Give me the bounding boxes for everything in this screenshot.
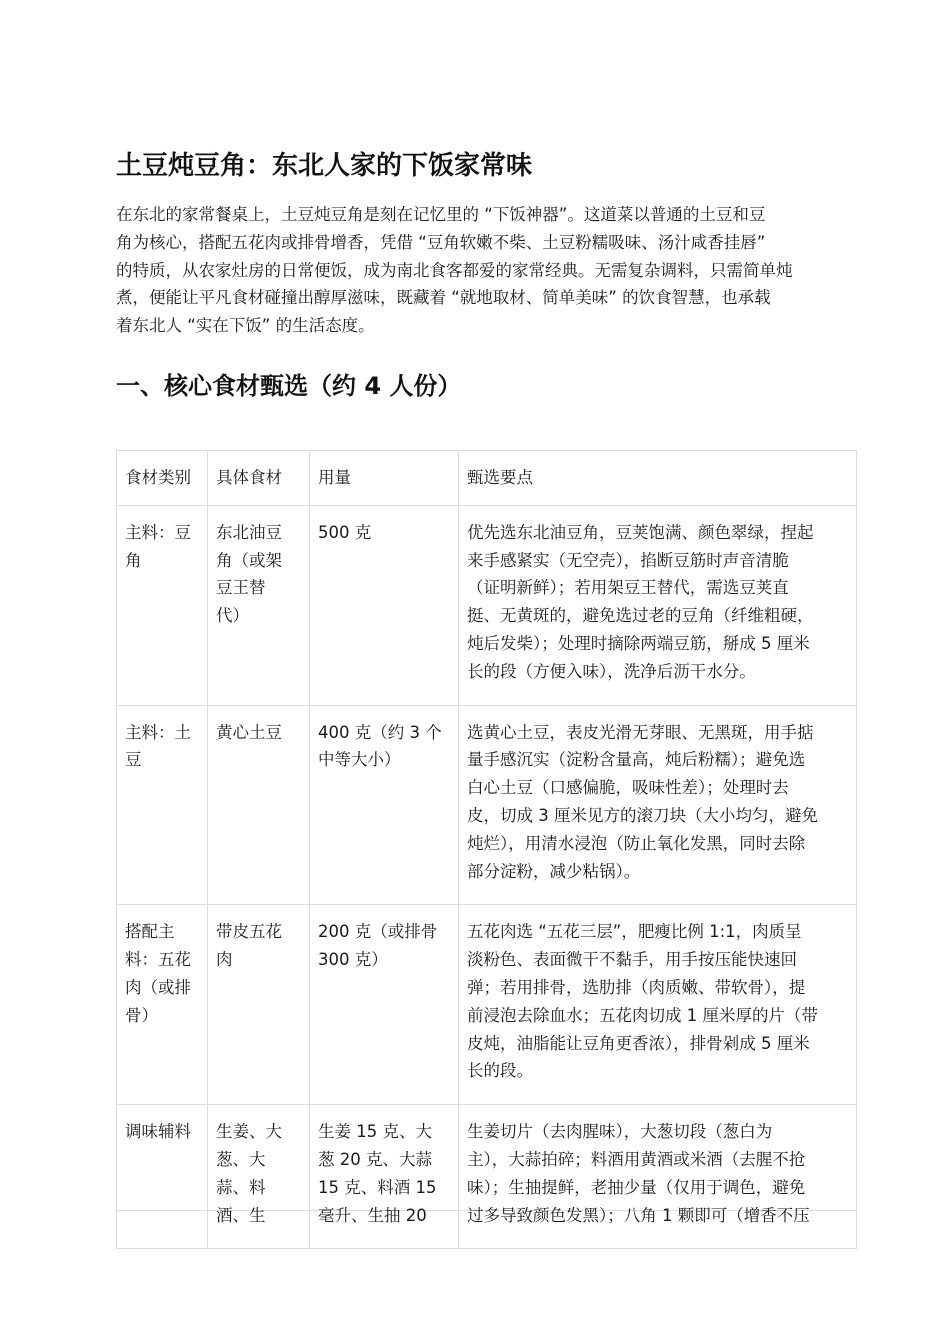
cell-line: 量手感沉实（淀粉含量高，炖后粉糯）；避免选 [467, 750, 806, 770]
cell-category [117, 705, 208, 905]
cell-line: 蒜、料 [216, 1177, 266, 1197]
header-cell-category: 食材类别 [117, 451, 208, 506]
cell-line: 挺、无黄斑的，避免选过老的豆角（纤维粗硬， [467, 606, 814, 626]
cell-line: 200 克（或排骨 [318, 922, 438, 942]
cell-line: 东北油豆 [216, 522, 282, 542]
intro-line: 着东北人 “实在下饭” 的生活态度。 [116, 316, 375, 336]
cell-line: 炖后发柴）；处理时摘除两端豆筋，掰成 5 厘米 [467, 633, 810, 653]
cell-amount [310, 705, 459, 905]
cell-line: 皮炖，油脂能让豆角更香浓），排骨剁成 5 厘米 [467, 1033, 810, 1053]
table-row [117, 505, 857, 705]
header-cell-ingredient: 具体食材 [208, 451, 310, 506]
cell-notes [459, 905, 857, 1105]
header-cell-notes: 甄选要点 [459, 451, 857, 506]
cell-category [117, 1105, 208, 1249]
cell-line: 葱 20 克、大蒜 [318, 1149, 432, 1169]
intro-line: 的特质，从农家灶房的日常便饭，成为南北食客都爱的家常经典。无需复杂调料，只需简单炖 [116, 260, 793, 280]
cell-line: 300 克） [318, 950, 388, 970]
cell-line: 主），大蒜拍碎；料酒用黄酒或米酒（去腥不抢 [467, 1149, 806, 1169]
cell-line: 葱、大 [216, 1149, 266, 1169]
cell-line: 豆王替 [216, 578, 266, 598]
cell-line: 长的段（方便入味），洗净后沥干水分。 [467, 661, 756, 681]
cell-line: 料：五花 [125, 950, 191, 970]
cell-notes [459, 705, 857, 905]
intro-line: 角为核心，搭配五花肉或排骨增香，凭借 “豆角软嫩不柴、土豆粉糯吸味、汤汁咸香挂唇” [116, 232, 766, 252]
cell-notes [459, 1105, 857, 1249]
cell-line: 调味辅料 [125, 1122, 191, 1142]
cell-category [117, 905, 208, 1105]
cell-line: 来手感紧实（无空壳），掐断豆筋时声音清脆 [467, 550, 789, 570]
intro-line: 在东北的家常餐桌上，土豆炖豆角是刻在记忆里的 “下饭神器”。这道菜以普通的土豆和豆 [116, 205, 766, 224]
cell-line: 皮，切成 3 厘米见方的滚刀块（大小均匀，避免 [467, 805, 818, 825]
intro-paragraph [116, 201, 856, 340]
cell-line: 角 [125, 550, 142, 570]
table-row [117, 905, 857, 1105]
cell-line: 前浸泡去除血水；五花肉切成 1 厘米厚的片（带 [467, 1005, 818, 1025]
cell-line: 酒、生 [216, 1205, 266, 1225]
table-row [117, 1105, 857, 1249]
cell-line: 15 克、料酒 15 [318, 1177, 437, 1197]
cell-line: 优先选东北油豆角，豆荚饱满、颜色翠绿，捏起 [467, 522, 814, 542]
cell-amount [310, 905, 459, 1105]
cell-line: 带皮五花 [216, 922, 282, 942]
table-row [117, 705, 857, 905]
ingredients-table [116, 450, 857, 1249]
cell-amount [310, 1105, 459, 1249]
cell-line: 生姜、大 [216, 1122, 282, 1142]
cell-category [117, 505, 208, 705]
cell-line: 五花肉选 “五花三层”，肥瘦比例 1:1，肉质呈 [467, 922, 802, 942]
cell-line: 黄心土豆 [216, 722, 282, 742]
cell-line: 中等大小） [318, 750, 401, 770]
cell-line: 毫升、生抽 20 [318, 1205, 427, 1225]
header-cell-amount: 用量 [310, 451, 459, 506]
cell-line: （证明新鲜）；若用架豆王替代，需选豆荚直 [467, 578, 789, 598]
cell-line: 弹；若用排骨，选肋排（肉质嫩、带软骨），提 [467, 977, 806, 997]
cell-line: 生姜 15 克、大 [318, 1122, 432, 1142]
cell-ingredient [208, 505, 310, 705]
cell-ingredient [208, 705, 310, 905]
section-title-ingredients: 一、核心食材甄选（约 4 人份） [116, 372, 462, 400]
cell-ingredient [208, 905, 310, 1105]
cell-line: 长的段。 [467, 1061, 533, 1081]
cell-line: 500 克 [318, 522, 372, 542]
cell-line: 主料：土 [125, 722, 191, 742]
cell-line: 淡粉色、表面微干不黏手，用手按压能快速回 [467, 950, 797, 970]
cell-line: 白心土豆（口感偏脆，吸味性差）；处理时去 [467, 778, 789, 798]
cell-line: 400 克（约 3 个 [318, 722, 442, 742]
cell-line: 肉（或排 [125, 977, 191, 997]
ingredients-table-container [116, 450, 856, 1225]
cell-amount [310, 505, 459, 705]
cell-line: 搭配主 [125, 922, 175, 942]
cell-line: 代） [216, 606, 249, 626]
cell-line: 豆 [125, 750, 142, 770]
cell-line: 骨） [125, 1005, 158, 1025]
cell-line: 部分淀粉，减少粘锅）。 [467, 861, 641, 881]
cell-line: 角（或架 [216, 550, 282, 570]
table-header-row [117, 451, 857, 506]
intro-line: 煮，便能让平凡食材碰撞出醇厚滋味，既藏着 “就地取材、简单美味” 的饮食智慧，也承载 [116, 288, 771, 308]
cell-notes [459, 505, 857, 705]
cell-line: 肉 [216, 950, 233, 970]
cell-line: 过多导致颜色发黑）；八角 1 颗即可（增香不压 [467, 1205, 810, 1225]
cell-line: 生姜切片（去肉腥味），大葱切段（葱白为 [467, 1122, 773, 1142]
cell-line: 选黄心土豆，表皮光滑无芽眼、无黑斑，用手掂 [467, 722, 814, 742]
cell-line: 炖烂），用清水浸泡（防止氧化发黑，同时去除 [467, 833, 806, 853]
document-title: 土豆炖豆角：东北人家的下饭家常味 [116, 151, 533, 181]
cell-line: 主料：豆 [125, 522, 191, 542]
cell-line: 味）；生抽提鲜，老抽少量（仅用于调色，避免 [467, 1177, 806, 1197]
cell-ingredient [208, 1105, 310, 1249]
